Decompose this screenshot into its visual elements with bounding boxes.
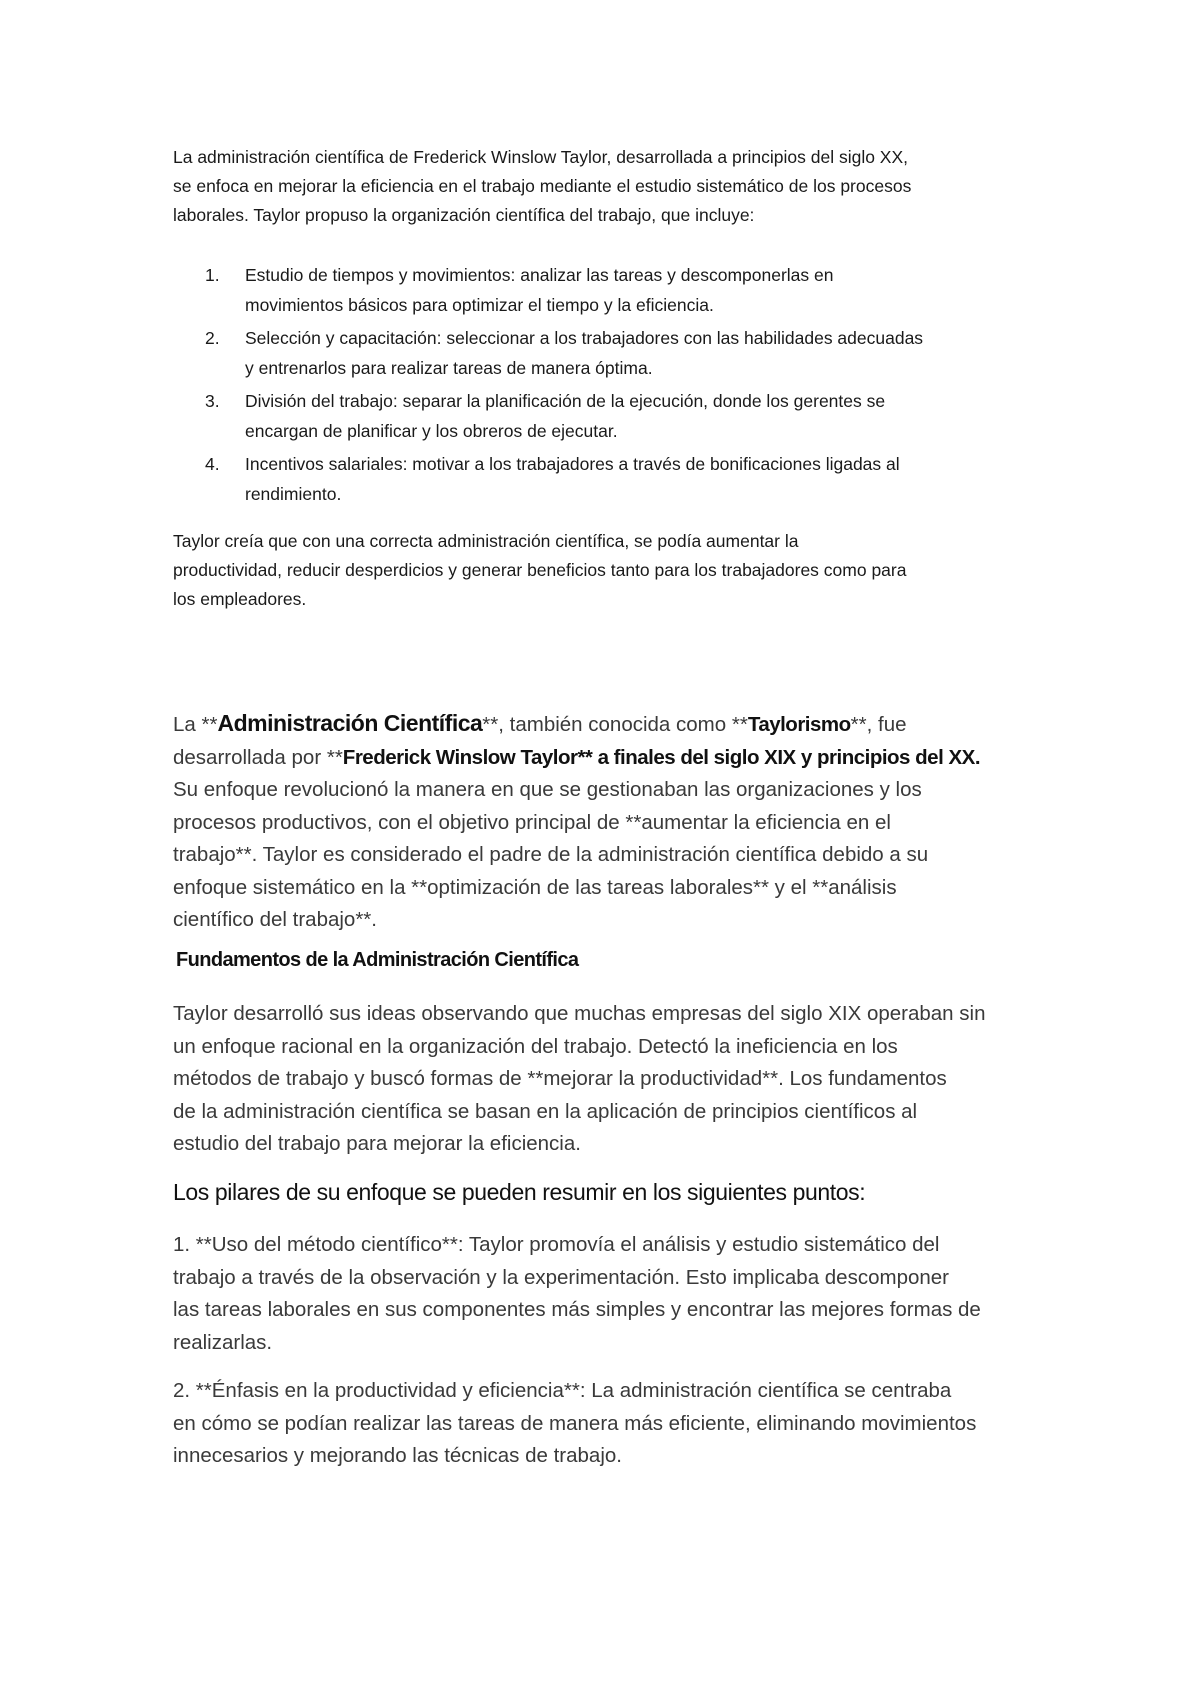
text-line: trabajo**. Taylor es considerado el padre de la administración científica debido a su	[173, 843, 929, 866]
taylorism-paragraph	[173, 707, 1053, 937]
text-line: métodos de trabajo y buscó formas de **mejorar la productividad**. Los fundamentos	[173, 1067, 947, 1090]
point-paragraph	[173, 1229, 1053, 1359]
text-line: laborales. Taylor propuso la organización científica del trabajo, que incluye:	[173, 205, 755, 225]
list-item	[173, 386, 1043, 446]
text-line: rendimiento.	[245, 484, 342, 504]
text-line: y entrenarlos para realizar tareas de manera óptima.	[245, 358, 653, 378]
text-line: encargan de planificar y los obreros de ejecutar.	[245, 421, 618, 441]
text-line: productividad, reducir desperdicios y generar beneficios tanto para los trabajadores como para	[173, 560, 907, 580]
list-number: 1.	[205, 265, 220, 285]
text-line: estudio del trabajo para mejorar la eficiencia.	[173, 1132, 581, 1155]
text-line: 2. **Énfasis en la productividad y eficiencia**: La administración científica se centraba	[173, 1379, 952, 1402]
list-number: 3.	[205, 391, 220, 411]
text-line: Selección y capacitación: seleccionar a los trabajadores con las habilidades adecuadas	[245, 328, 924, 348]
text-line: Taylor creía que con una correcta administración científica, se podía aumentar la	[173, 531, 799, 551]
text-line: Su enfoque revolucionó la manera en que se gestionaban las organizaciones y los	[173, 778, 922, 801]
text-line: innecesarios y mejorando las técnicas de trabajo.	[173, 1444, 622, 1467]
text-line: La **Administración Científica**, también conocida como **Taylorismo**, fue	[173, 710, 907, 736]
text-line: los empleadores.	[173, 589, 307, 609]
text-line: las tareas laborales en sus componentes más simples y encontrar las mejores formas de	[173, 1298, 981, 1321]
text-line: se enfoca en mejorar la eficiencia en el trabajo mediante el estudio sistemático de los procesos	[173, 176, 912, 196]
text-line: División del trabajo: separar la planificación de la ejecución, donde los gerentes se	[245, 391, 886, 411]
list-number: 4.	[205, 454, 220, 474]
text-line: desarrollada por **Frederick Winslow Taylor** a finales del siglo XIX y principios del XX.	[173, 745, 981, 769]
text-line: un enfoque racional en la organización del trabajo. Detectó la ineficiencia en los	[173, 1034, 898, 1058]
text-line: científico del trabajo**.	[173, 908, 377, 931]
text-line: movimientos básicos para optimizar el tiempo y la eficiencia.	[245, 295, 714, 315]
text-line: Incentivos salariales: motivar a los trabajadores a través de bonificaciones ligadas al	[245, 454, 900, 474]
text-line: trabajo a través de la observación y la experimentación. Esto implicaba descomponer	[173, 1265, 949, 1289]
text-line: procesos productivos, con el objetivo principal de **aumentar la eficiencia en el	[173, 810, 891, 834]
bold-term: Frederick Winslow Taylor** a finales del siglo XIX y principios del XX.	[342, 745, 981, 769]
text-line: Estudio de tiempos y movimientos: analizar las tareas y descomponerlas en	[245, 265, 834, 285]
bold-term: Administración Científica	[217, 710, 483, 736]
point-paragraph	[173, 1375, 1053, 1473]
text-line: enfoque sistemático en la **optimización de las tareas laborales** y el **análisis	[173, 875, 897, 899]
bold-term: Taylorismo	[747, 713, 851, 736]
list-item	[173, 260, 1043, 320]
text-line: de la administración científica se basan en la aplicación de principios científicos al	[173, 1099, 918, 1123]
text-line: Taylor desarrolló sus ideas observando que muchas empresas del siglo XIX operaban sin	[173, 1002, 986, 1025]
text-line: La administración científica de Frederick Winslow Taylor, desarrollada a principios del siglo XX,	[173, 147, 909, 167]
numbered-list	[173, 260, 1043, 512]
intro-paragraph	[173, 143, 1043, 230]
list-item	[173, 323, 1043, 383]
text-line: realizarlas.	[173, 1330, 273, 1354]
list-item	[173, 449, 1043, 509]
text-line: en cómo se podían realizar las tareas de manera más eficiente, eliminando movimientos	[173, 1411, 977, 1435]
fundamentos-paragraph	[173, 998, 1053, 1161]
section-heading: Fundamentos de la Administración Científica	[176, 949, 579, 971]
section-heading: Los pilares de su enfoque se pueden resumir en los siguientes puntos:	[173, 1179, 866, 1205]
text-line: 1. **Uso del método científico**: Taylor promovía el análisis y estudio sistemático del	[173, 1233, 940, 1256]
closing-paragraph	[173, 527, 1043, 614]
list-number: 2.	[205, 328, 220, 348]
